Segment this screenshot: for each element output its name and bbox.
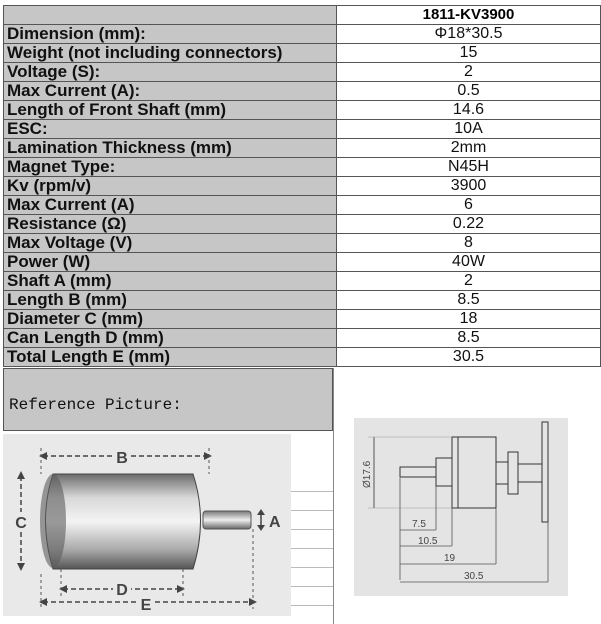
spec-value: 8.5 xyxy=(337,329,601,348)
model-header: 1811-KV3900 xyxy=(337,6,601,25)
dim-b-label: B xyxy=(116,450,128,467)
dim-10-5-label: 10.5 xyxy=(418,536,438,547)
spec-label: Length of Front Shaft (mm) xyxy=(4,101,337,120)
table-row xyxy=(4,196,601,215)
table-row xyxy=(4,348,601,367)
spec-value: 10A xyxy=(337,120,601,139)
spec-label: Dimension (mm): xyxy=(4,25,337,44)
spec-value: 8.5 xyxy=(337,291,601,310)
spec-label: Kv (rpm/v) xyxy=(4,177,337,196)
grid-divider xyxy=(291,605,333,606)
motor-dimension-drawing xyxy=(3,434,291,616)
technical-drawing xyxy=(354,418,568,596)
grid-divider xyxy=(291,491,333,492)
grid-divider xyxy=(291,567,333,568)
spec-label: Max Voltage (V) xyxy=(4,234,337,253)
table-row xyxy=(4,101,601,120)
spec-label: Diameter C (mm) xyxy=(4,310,337,329)
spec-value: 6 xyxy=(337,196,601,215)
spec-label: Magnet Type: xyxy=(4,158,337,177)
dim-a-label: A xyxy=(269,514,281,531)
grid-divider xyxy=(291,510,333,511)
spec-label: Shaft A (mm) xyxy=(4,272,337,291)
spec-value: Φ18*30.5 xyxy=(337,25,601,44)
table-row xyxy=(4,310,601,329)
table-row xyxy=(4,158,601,177)
table-row xyxy=(4,139,601,158)
grid-divider xyxy=(333,368,334,624)
spec-table xyxy=(3,5,601,367)
table-row xyxy=(4,63,601,82)
spec-label: Lamination Thickness (mm) xyxy=(4,139,337,158)
spec-label: Resistance (Ω) xyxy=(4,215,337,234)
table-row xyxy=(4,272,601,291)
table-row xyxy=(4,329,601,348)
motor-photo-diagram xyxy=(3,434,291,616)
table-row xyxy=(4,234,601,253)
spec-value: 0.22 xyxy=(337,215,601,234)
spec-label: Max Current (A): xyxy=(4,82,337,101)
spec-label: Power (W) xyxy=(4,253,337,272)
spec-label: Voltage (S): xyxy=(4,63,337,82)
dim-c-label: C xyxy=(15,515,27,532)
header-row xyxy=(4,6,601,25)
spec-value: 8 xyxy=(337,234,601,253)
spec-label: Max Current (A) xyxy=(4,196,337,215)
spec-label: Total Length E (mm) xyxy=(4,348,337,367)
spec-value: 15 xyxy=(337,44,601,63)
diameter-label: Ø17.6 xyxy=(362,460,373,488)
spec-value: 2mm xyxy=(337,139,601,158)
spec-value: 18 xyxy=(337,310,601,329)
dim-7-5-label: 7.5 xyxy=(412,519,426,530)
table-row xyxy=(4,82,601,101)
spec-label: Weight (not including connectors) xyxy=(4,44,337,63)
spec-label: ESC: xyxy=(4,120,337,139)
table-row xyxy=(4,253,601,272)
dim-e-label: E xyxy=(140,597,152,614)
grid-divider xyxy=(291,586,333,587)
spec-label: Length B (mm) xyxy=(4,291,337,310)
dim-19-label: 19 xyxy=(444,553,456,564)
spec-value: 14.6 xyxy=(337,101,601,120)
reference-label: Reference Picture: xyxy=(9,396,182,414)
spec-label: Can Length D (mm) xyxy=(4,329,337,348)
table-row xyxy=(4,291,601,310)
dim-30-5-label: 30.5 xyxy=(464,571,484,582)
dim-d-label: D xyxy=(116,582,128,599)
grid-divider xyxy=(291,529,333,530)
reference-row xyxy=(3,368,333,431)
header-blank-cell xyxy=(4,6,337,25)
table-row xyxy=(4,25,601,44)
spec-value: 2 xyxy=(337,272,601,291)
spec-value: 30.5 xyxy=(337,348,601,367)
motor-cad-drawing xyxy=(354,418,568,596)
table-row xyxy=(4,177,601,196)
table-row xyxy=(4,120,601,139)
spec-value: N45H xyxy=(337,158,601,177)
table-row xyxy=(4,215,601,234)
grid-divider xyxy=(291,548,333,549)
spec-value: 3900 xyxy=(337,177,601,196)
spec-value: 0.5 xyxy=(337,82,601,101)
table-row xyxy=(4,44,601,63)
spec-value: 40W xyxy=(337,253,601,272)
spec-value: 2 xyxy=(337,63,601,82)
